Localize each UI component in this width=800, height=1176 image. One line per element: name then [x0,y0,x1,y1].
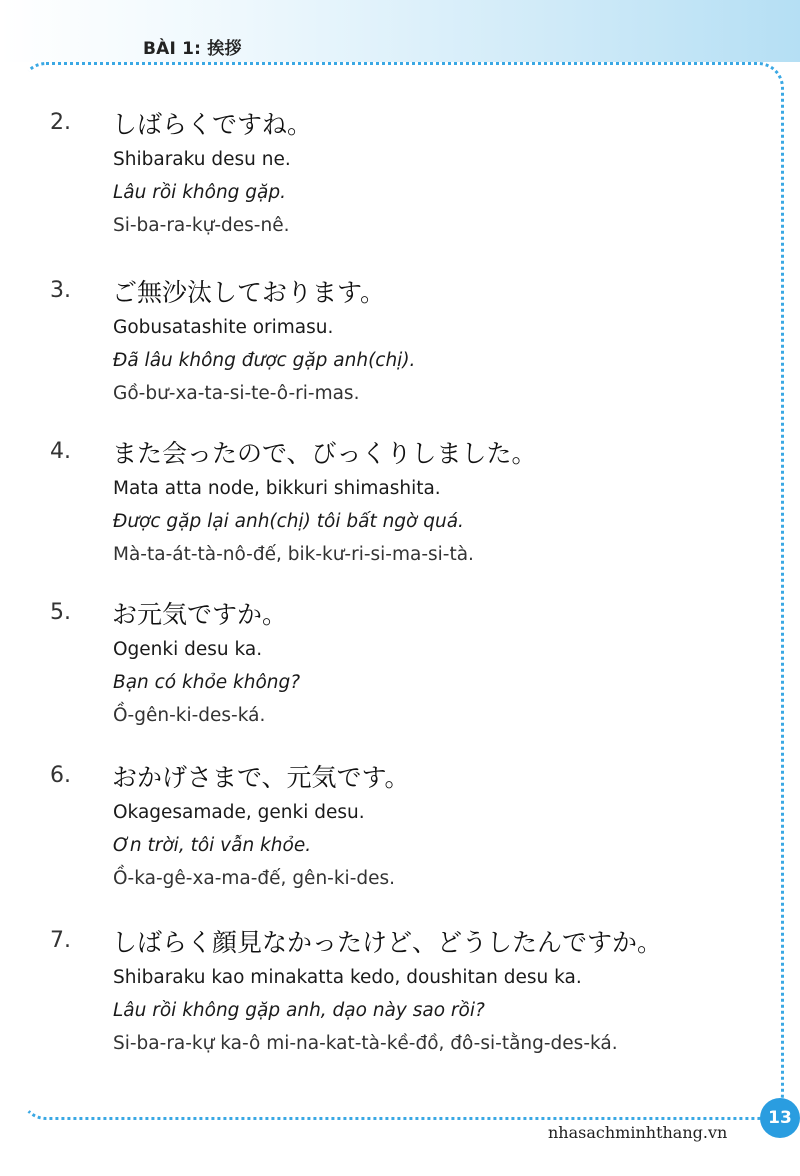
vietnamese-translation: Được gặp lại anh(chị) tôi bất ngờ quá. [113,511,464,532]
pronunciation-guide: Gồ-bư-xa-ta-si-te-ô-ri-mas. [113,383,360,404]
romaji-text: Okagesamade, genki desu. [113,802,365,823]
phrase-number: 3. [50,278,71,303]
phrase-number: 5. [50,600,71,625]
pronunciation-guide: Mà-ta-át-tà-nô-đế, bik-kư-ri-si-ma-si-tà. [113,544,474,565]
japanese-text: ご無沙汰しております。 [112,278,386,307]
vietnamese-translation: Lâu rồi không gặp. [113,182,287,203]
japanese-text: しばらくですね。 [112,110,313,139]
japanese-text: おかげさまで、元気です。 [112,763,410,792]
vietnamese-translation: Đã lâu không được gặp anh(chị). [113,350,416,371]
pronunciation-guide: Si-ba-ra-kự ka-ô mi-na-kat-tà-kề-đồ, đô-si-tằng-des-ká. [113,1033,618,1054]
vietnamese-translation: Lâu rồi không gặp anh, dạo này sao rồi? [113,1000,485,1021]
vietnamese-translation: Bạn có khỏe không? [113,672,301,693]
japanese-text: しばらく顔見なかったけど、どうしたんですか。 [112,928,663,957]
phrase-number: 6. [50,763,71,788]
romaji-text: Mata atta node, bikkuri shimashita. [113,478,441,499]
romaji-text: Ogenki desu ka. [113,639,263,660]
page-number: 13 [768,1108,792,1128]
phrase-number: 4. [50,439,71,464]
japanese-text: また会ったので、びっくりしました。 [112,439,537,468]
pronunciation-guide: Ồ-ka-gê-xa-ma-đế, gên-ki-des. [113,868,396,889]
pronunciation-guide: Si-ba-ra-kự-des-nê. [113,215,290,236]
header-band [0,0,800,62]
lesson-title: BÀI 1: 挨拶 [143,39,242,59]
website-url: nhasachminhthang.vn [548,1123,728,1142]
japanese-text: お元気ですか。 [112,600,288,629]
pronunciation-guide: Ồ-gên-ki-des-ká. [113,705,266,726]
romaji-text: Gobusatashite orimasu. [113,317,334,338]
romaji-text: Shibaraku desu ne. [113,149,291,170]
phrase-number: 2. [50,110,71,135]
page-number-badge [760,1098,800,1138]
phrase-number: 7. [50,928,71,953]
romaji-text: Shibaraku kao minakatta kedo, doushitan desu ka. [113,967,582,988]
vietnamese-translation: Ơn trời, tôi vẫn khỏe. [113,835,312,856]
